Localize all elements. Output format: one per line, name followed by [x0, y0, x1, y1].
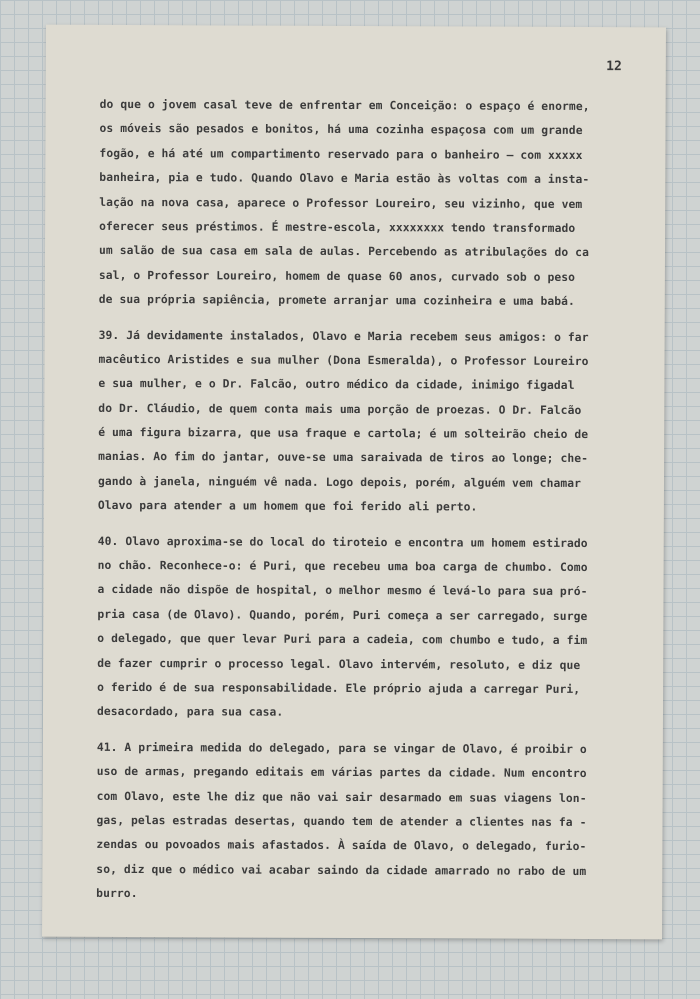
text-line: no chão. Reconhece-o: é Puri, que recebeu uma boa carga de chumbo. Como [97, 558, 588, 575]
text-line: banheira, pia e tudo. Quando Olavo e Maria estão às voltas com a insta- [99, 171, 590, 187]
text-line: burro. [96, 886, 138, 901]
text-line: o delegado, que quer levar Puri para a cadeia, com chumbo e tudo, a fim [97, 632, 588, 648]
text-line: um salão de sua casa em sala de aulas. Percebendo as atribulações do ca [98, 244, 590, 260]
text-line: macêutico Aristides e sua mulher (Dona Esmeralda), o Professor Loureiro [98, 352, 589, 368]
text-line: com Olavo, este lhe diz que não vai sair desarmado em suas viagens lon- [96, 789, 587, 805]
text-line: de fazer cumprir o processo legal. Olavo intervém, resoluto, e diz que [97, 656, 581, 672]
text-line: o ferido é de sua responsabilidade. Ele próprio ajuda a carregar Puri, [97, 680, 581, 696]
text-line: fogão, e há até um compartimento reservado para o banheiro — com xxxxx [99, 146, 583, 162]
paragraph [97, 530, 618, 727]
text-line: 40. Olavo aproxima-se do local do tiroteio e encontra um homem estirado [97, 534, 588, 550]
text-line: 41. A primeira medida do delegado, para se vingar de Olavo, é proibir o [96, 740, 587, 756]
text-line: uso de armas, pregando editais em várias partes da cidade. Num encontro [96, 765, 587, 781]
text-line: do que o jovem casal teve de enfrentar em Conceição: o espaço é enorme, [99, 97, 590, 114]
text-line: do Dr. Cláudio, de quem conta mais uma porção de proezas. O Dr. Falcão [98, 401, 582, 417]
text-line: sal, o Professor Loureiro, homem de quase 60 anos, curvado sob o peso [98, 268, 576, 284]
text-line: zendas ou povoados mais afastados. À saída de Olavo, o delegado, furio- [96, 838, 587, 854]
text-line: é uma figura bizarra, que usa fraque e cartola; é um solteirão cheio de [98, 425, 589, 442]
text-line: oferecer seus préstimos. É mestre-escola, xxxxxxxx tendo transformado [99, 219, 576, 235]
text-line: e sua mulher, e o Dr. Falcão, outro médico da cidade, inimigo figadal [98, 377, 575, 393]
typewritten-page [42, 25, 666, 940]
text-line: gando à janela, ninguém vê nada. Logo depois, porém, alguém vem chamar [97, 474, 582, 490]
text-line: gas, pelas estradas desertas, quando tem de atender a clientes nas fa - [96, 813, 587, 829]
text-line: os móveis são pesados e bonitos, há uma cozinha espaçosa com um grande [99, 122, 583, 138]
paragraph [96, 736, 617, 909]
text-line: Olavo para atender a um homem que foi ferido ali perto. [97, 499, 478, 514]
text-line: de sua própria sapiência, promete arranjar uma cozinheira e uma babá. [98, 293, 576, 309]
text-line: 39. Já devidamente instalados, Olavo e Maria recebem seus amigos: o far [98, 328, 589, 344]
paragraph [99, 93, 620, 315]
page-number: 12 [606, 59, 622, 75]
body-text [96, 93, 620, 920]
text-line: so, diz que o médico vai acabar saindo da cidade amarrado no rabo de um [96, 862, 587, 878]
text-line: desacordado, para sua casa. [96, 705, 284, 720]
paragraph [98, 323, 619, 520]
text-line: manias. Ao fim do jantar, ouve-se uma saraivada de tiros ao longe; che- [98, 450, 589, 466]
text-line: pria casa (de Olavo). Quando, porém, Puri começa a ser carregado, surge [97, 607, 588, 623]
text-line: lação na nova casa, aparece o Professor Loureiro, seu vizinho, que vem [99, 195, 583, 211]
text-line: a cidade não dispõe de hospital, o melhor mesmo é levá-lo para sua pró- [97, 583, 588, 599]
